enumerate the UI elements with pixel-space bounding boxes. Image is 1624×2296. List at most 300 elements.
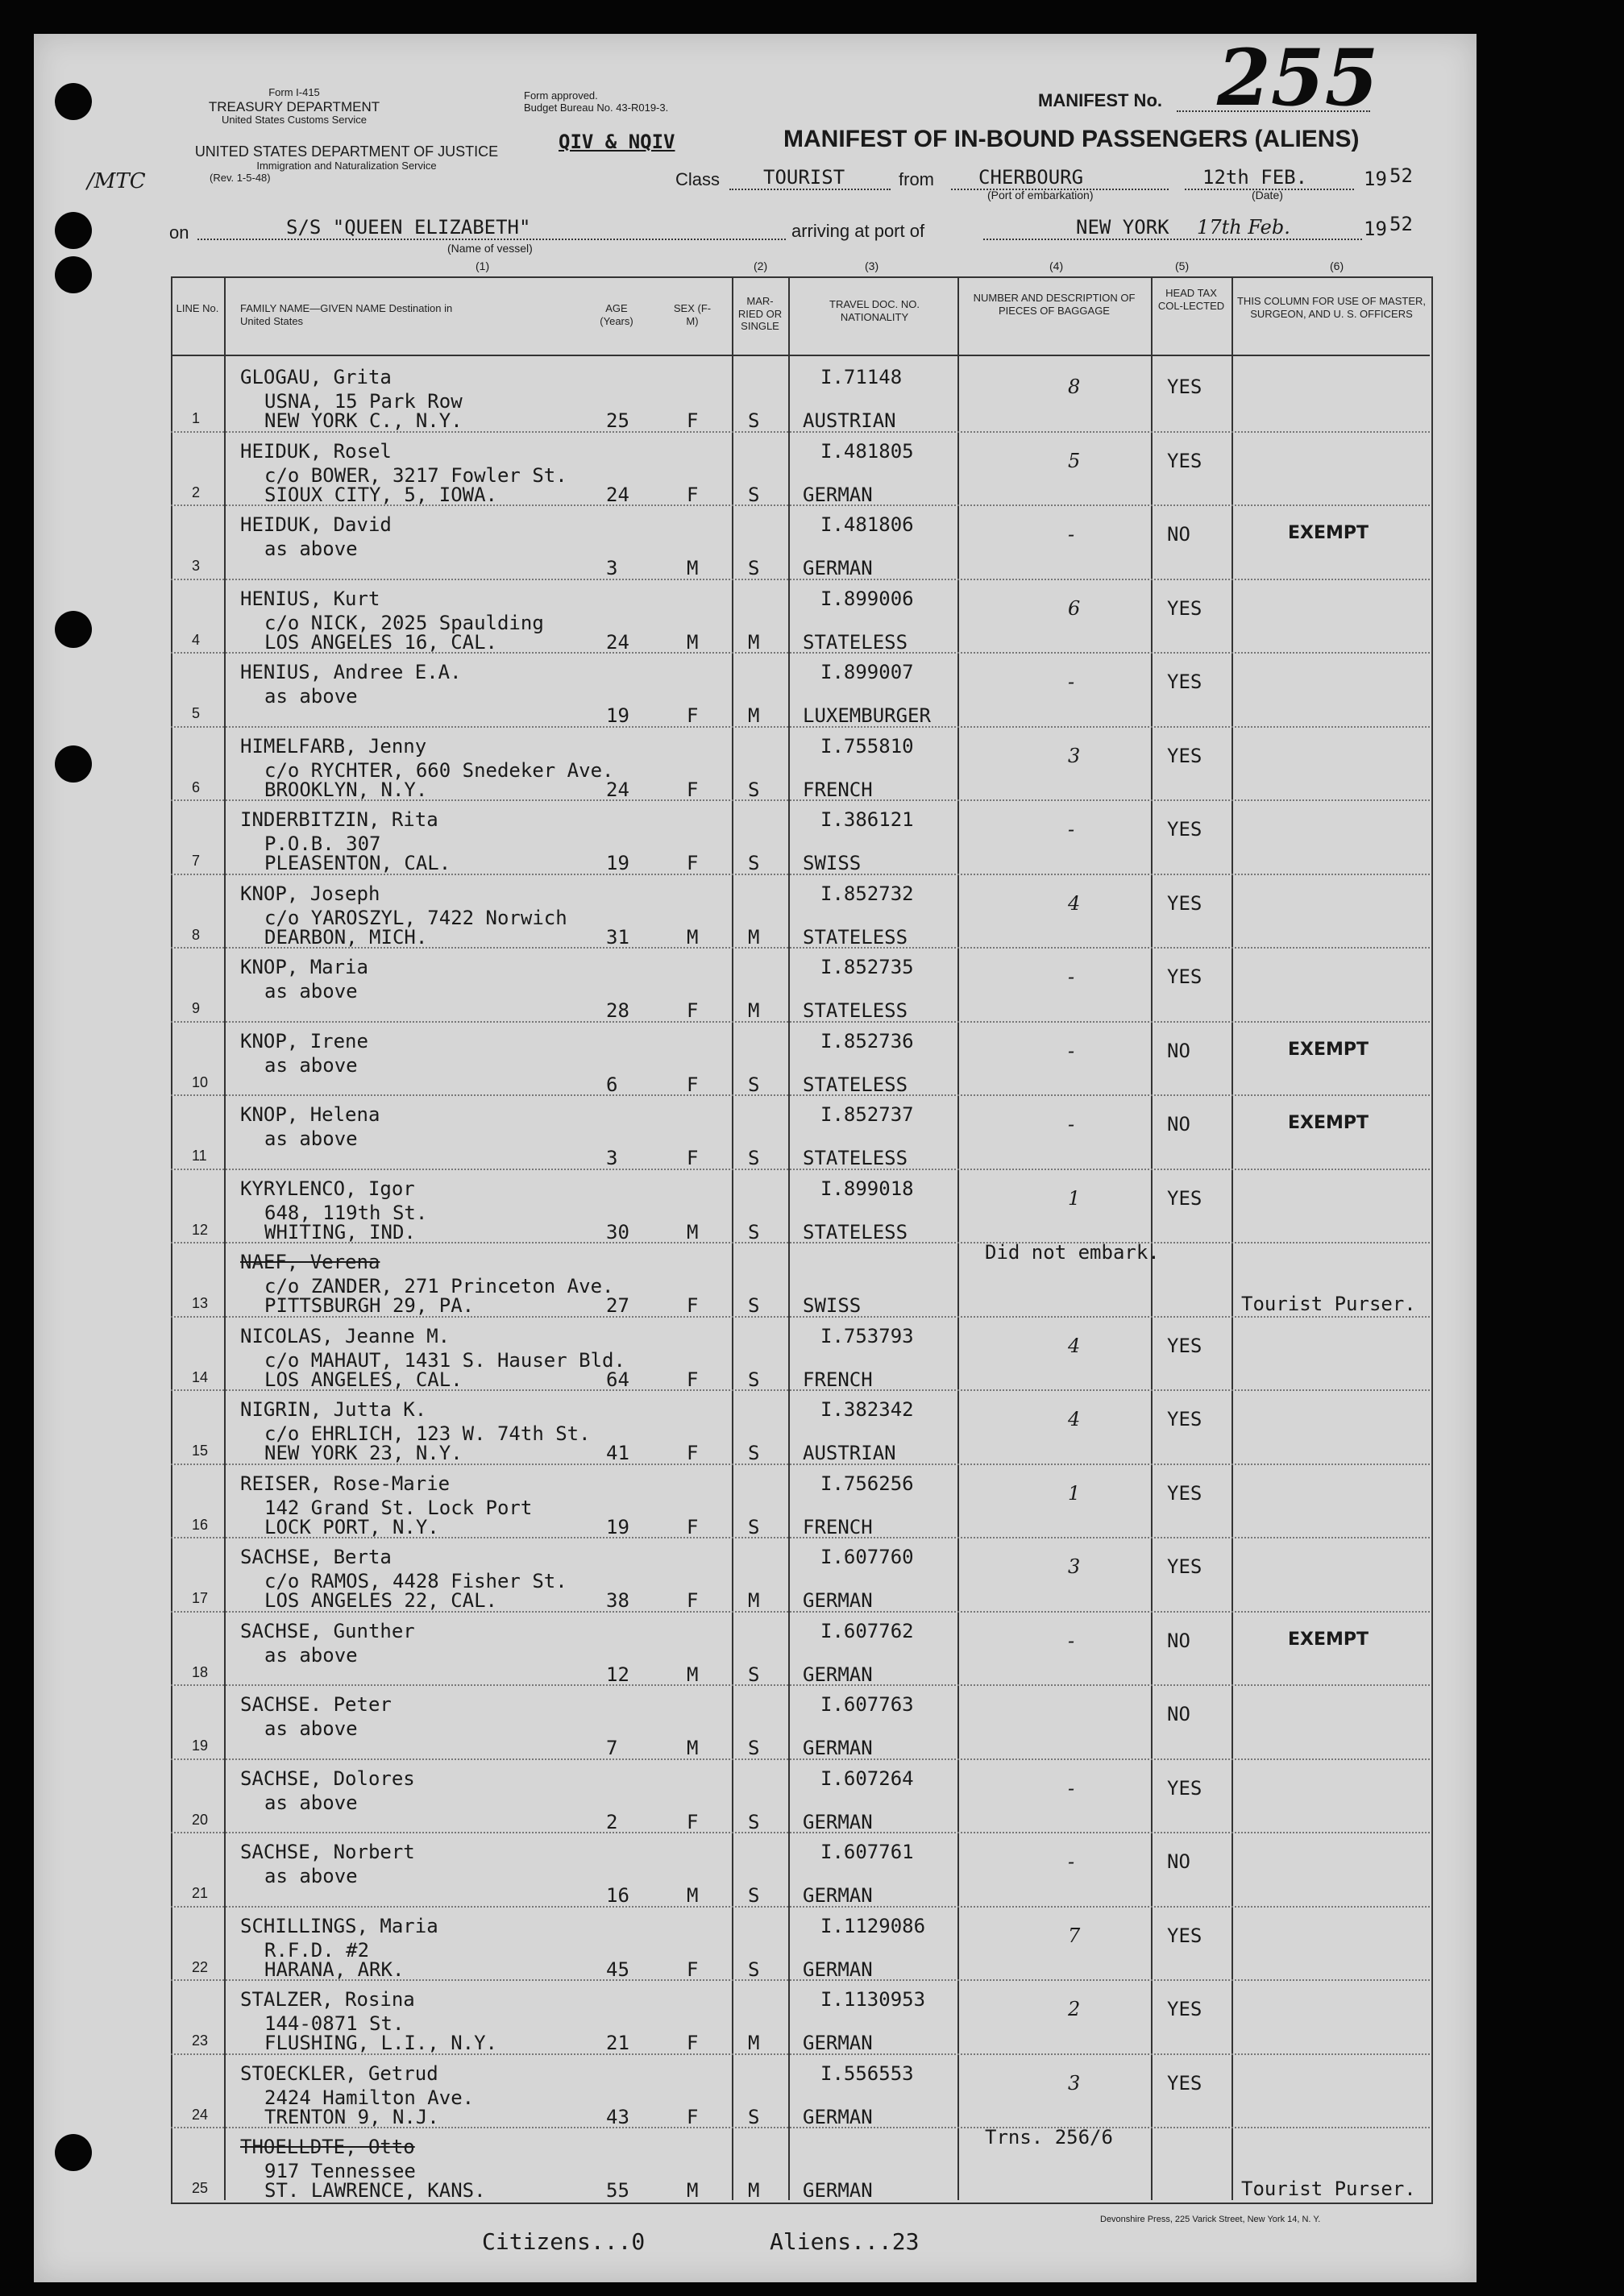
binder-hole [55,83,92,120]
passenger-address-2: PLEASENTON, CAL. [264,852,451,874]
year-value: 52 [1389,164,1413,187]
nationality: AUSTRIAN [803,409,896,432]
passenger-address-1: c/o NICK, 2025 Spaulding [264,611,544,634]
head-tax-collected: YES [1167,1481,1202,1505]
passenger-sex: F [687,2105,699,2128]
passenger-name: SCHILLINGS, Maria [240,1914,438,1937]
travel-doc-number: I.1130953 [820,1988,926,2011]
baggage-count: 7 [1068,1924,1081,1947]
passenger-age: 38 [606,1589,629,1612]
passenger-sex: M [687,2179,699,2202]
passenger-name: HIMELFARB, Jenny [240,734,427,758]
head-tax-collected: YES [1167,1776,1202,1800]
passenger-address-2: WHITING, IND. [264,1220,416,1243]
officer-note: EXEMPT [1288,1039,1369,1060]
baggage-count: 3 [1068,2071,1081,2095]
row-divider [171,652,1430,654]
row-divider [171,799,1430,801]
nationality: GERMAN [803,2179,873,2202]
header-divider [171,355,1430,356]
passenger-age: 12 [606,1663,629,1686]
passenger-address-1: 144-0871 St. [264,2012,405,2035]
passenger-address-2: LOS ANGELES 22, CAL. [264,1589,497,1612]
passenger-address-1: 142 Grand St. Lock Port [264,1496,533,1519]
baggage-count: - [1068,523,1075,546]
baggage-count: 4 [1068,891,1081,915]
passenger-address-1: 648, 119th St. [264,1201,428,1224]
baggage-count: 1 [1068,1481,1081,1505]
nationality: GERMAN [803,557,873,579]
passenger-sex: F [687,999,699,1022]
travel-doc-number: I.852735 [820,956,914,978]
head-tax-collected: NO [1167,523,1190,546]
passenger-address-2: LOCK PORT, N.Y. [264,1515,439,1538]
nationality: GERMAN [803,2032,873,2054]
nationality: FRENCH [803,1515,873,1538]
line-number: 6 [192,778,201,795]
row-divider [171,1464,1430,1465]
head-tax-collected: NO [1167,1703,1190,1725]
customs-label: United States Customs Service [222,114,367,127]
baggage-count: - [1068,1629,1075,1652]
head-tax-collected: YES [1167,1186,1202,1210]
date-field [1185,166,1354,190]
passenger-address-1: c/o YAROSZYL, 7422 Norwich [264,906,567,929]
col-header-headtax: HEAD TAX COL-LECTED [1157,287,1225,312]
row-divider [171,1832,1430,1833]
binder-hole [55,611,92,648]
passenger-name: SACHSE. Peter [240,1693,392,1716]
line-number: 12 [192,1221,209,1238]
passenger-address-2: BROOKLYN, N.Y. [264,778,428,801]
passenger-age: 25 [606,409,629,432]
head-tax-collected: YES [1167,965,1202,988]
nationality: SWISS [803,1294,862,1317]
col-header-sex: SEX (F-M) [673,302,712,327]
manifest-no-label: MANIFEST No. [1038,90,1162,110]
treasury-label: TREASURY DEPARTMENT [208,98,380,114]
baggage-count: 8 [1068,376,1081,398]
binder-hole [55,2134,92,2171]
passenger-age: 41 [606,1442,629,1464]
marital-status: S [748,1737,760,1759]
head-tax-collected: YES [1167,671,1202,693]
row-divider [171,2127,1430,2128]
passenger-address-1: c/o RAMOS, 4428 Fisher St. [264,1570,567,1592]
head-tax-collected: YES [1167,596,1202,620]
line-number: 19 [192,1738,209,1754]
passenger-name: KNOP, Maria [240,956,368,978]
marital-status: S [748,778,760,801]
col-header-married: MAR-RIED OR SINGLE [737,295,783,333]
col-divider [224,278,226,2200]
passenger-age: 45 [606,1958,629,1981]
officer-note: Tourist Purser. [1241,2178,1416,2200]
passenger-age: 28 [606,999,629,1022]
passenger-address-1: as above [264,538,358,560]
head-tax-collected: YES [1167,376,1202,398]
line-number: 25 [192,2180,209,2196]
travel-doc-number: I.852736 [820,1029,914,1053]
head-tax-collected: NO [1167,1629,1190,1652]
col-header-officers: THIS COLUMN FOR USE OF MASTER, SURGEON, AND U. S. OFFICERS [1236,295,1426,320]
marital-status: S [748,483,760,506]
baggage-count: - [1068,965,1075,988]
approval-block [524,90,750,114]
line-number: 3 [192,558,201,574]
line-number: 22 [192,1958,209,1975]
baggage-count: - [1068,1039,1075,1062]
travel-doc-number: I.899006 [820,587,914,610]
passenger-name: KNOP, Joseph [240,882,380,905]
col-number-3: (3) [865,259,879,272]
marital-status: S [748,1663,760,1686]
row-divider [171,1242,1430,1243]
passenger-name: STALZER, Rosina [240,1988,415,2011]
passenger-age: 16 [606,1884,629,1907]
passenger-name: HEIDUK, David [240,513,392,536]
budget-label: Budget Bureau No. 43-R019-3. [524,101,669,114]
row-divider [171,1684,1430,1686]
col-number-2: (2) [754,259,768,272]
travel-doc-number: I.481805 [820,439,914,463]
from-field [951,166,1169,190]
passenger-name: REISER, Rose-Marie [240,1472,451,1495]
marital-status: S [748,1147,760,1169]
passenger-sex: F [687,1810,699,1833]
nationality: GERMAN [803,1737,873,1759]
nationality: FRENCH [803,778,873,801]
year-prefix: 19 [1364,168,1387,190]
baggage-count: - [1068,671,1075,693]
line-number: 16 [192,1516,209,1533]
passenger-address-2: HARANA, ARK. [264,1958,405,1981]
travel-doc-number: I.755810 [820,734,914,758]
passenger-name: NICOLAS, Jeanne M. [240,1324,451,1347]
travel-doc-number: I.386121 [820,808,914,831]
head-tax-collected: YES [1167,1555,1202,1578]
head-tax-collected: YES [1167,891,1202,915]
marital-status: M [748,704,760,727]
passenger-sex: F [687,1368,699,1391]
head-tax-collected: NO [1167,1039,1190,1062]
passenger-address-2: LOS ANGELES 16, CAL. [264,630,497,654]
passenger-name: KNOP, Irene [240,1029,368,1053]
passenger-age: 19 [606,852,629,874]
arrival-field [983,216,1362,240]
travel-doc-number: I.556553 [820,2061,914,2085]
passenger-sex: M [687,1884,699,1907]
year2-value: 52 [1389,213,1413,235]
row-divider [171,1021,1430,1023]
passenger-age: 7 [606,1737,618,1759]
baggage-count: 6 [1068,596,1081,620]
form-id-block [173,87,415,127]
passenger-address-1: c/o EHRLICH, 123 W. 74th St. [264,1422,591,1445]
nationality: STATELESS [803,925,908,949]
head-tax-collected: YES [1167,744,1202,767]
col-number-5: (5) [1175,259,1190,272]
passenger-name: HENIUS, Kurt [240,587,380,610]
marital-status: S [748,1515,760,1538]
binder-hole [55,212,92,249]
class-value: TOURIST [763,166,845,189]
officer-note: EXEMPT [1288,523,1369,543]
travel-doc-number: I.607264 [820,1767,914,1790]
row-divider [171,947,1430,949]
passenger-address-1: as above [264,980,358,1003]
justice-block [161,143,532,185]
marital-status: S [748,1442,760,1464]
baggage-count: 3 [1068,1555,1081,1578]
marital-status: S [748,852,760,874]
head-tax-collected: YES [1167,2071,1202,2095]
form-number: Form I-415 [268,86,320,98]
travel-doc-number: I.753793 [820,1324,914,1347]
date-value: 12th FEB. [1202,166,1308,189]
baggage-count: 2 [1068,1998,1081,2020]
row-divider [171,1758,1430,1760]
line-number: 5 [192,705,201,721]
passenger-age: 24 [606,630,629,654]
passenger-age: 3 [606,1147,618,1169]
date-caption: (Date) [1252,189,1283,201]
passenger-name: NIGRIN, Jutta K. [240,1398,427,1421]
passenger-address-2: DEARBON, MICH. [264,925,428,949]
arrival-port: NEW YORK [1076,216,1169,239]
passenger-address-1: as above [264,1053,358,1077]
head-tax-collected: YES [1167,1924,1202,1947]
printer-imprint: Devonshire Press, 225 Varick Street, New York 14, N. Y. [1100,2215,1321,2224]
officer-note: Tourist Purser. [1241,1293,1416,1315]
aliens-count: Aliens...23 [770,2228,920,2255]
passenger-name: NAEF, Verena [240,1251,380,1273]
row-divider [171,1169,1430,1170]
marital-status: S [748,1220,760,1243]
marital-status: S [748,2105,760,2128]
marital-status: M [748,630,760,654]
line-number: 14 [192,1368,209,1385]
baggage-count: - [1068,818,1075,841]
nationality: GERMAN [803,1810,873,1833]
margin-annotation-mtc: /MTC [87,169,146,193]
passenger-address-2: SIOUX CITY, 5, IOWA. [264,483,497,506]
passenger-age: 64 [606,1368,629,1391]
travel-doc-number: I.71148 [820,366,903,388]
passenger-name: HENIUS, Andree E.A. [240,661,462,683]
citizens-count: Citizens...0 [482,2228,646,2255]
row-divider [171,1611,1430,1613]
passenger-sex: M [687,1220,699,1243]
passenger-sex: F [687,1958,699,1981]
officer-note: EXEMPT [1288,1113,1369,1133]
baggage-count: Trns. 256/6 [985,2126,1113,2149]
travel-doc-number: I.852732 [820,882,914,905]
passenger-sex: F [687,1073,699,1096]
baggage-count: 5 [1068,449,1081,472]
marital-status: M [748,999,760,1022]
nationality: STATELESS [803,1073,908,1096]
officer-note: EXEMPT [1288,1629,1369,1650]
col-divider [1231,278,1233,2200]
passenger-address-1: as above [264,1865,358,1887]
line-number: 4 [192,631,201,648]
passenger-address-2: ST. LAWRENCE, KANS. [264,2179,486,2202]
class-field [729,166,891,190]
passenger-name: SACHSE, Gunther [240,1619,415,1642]
passenger-sex: F [687,704,699,727]
line-number: 21 [192,1885,209,1901]
passenger-address-1: 917 Tennessee [264,2160,416,2182]
travel-doc-number: I.756256 [820,1472,914,1495]
passenger-sex: F [687,1442,699,1464]
marital-status: S [748,1294,760,1317]
passenger-age: 3 [606,557,618,579]
nationality: GERMAN [803,2105,873,2128]
passenger-age: 24 [606,483,629,506]
nationality: GERMAN [803,1958,873,1981]
marital-status: S [748,1810,760,1833]
row-divider [171,874,1430,875]
line-number: 1 [192,410,201,426]
marital-status: S [748,1368,760,1391]
travel-doc-number: I.607763 [820,1693,914,1716]
col-divider [1151,278,1153,2200]
from-label: from [899,169,934,189]
head-tax-collected: YES [1167,1334,1202,1357]
arrival-date: 17th Feb. [1197,216,1290,239]
approved-label: Form approved. [524,89,598,102]
row-divider [171,726,1430,728]
passenger-address-2: NEW YORK 23, N.Y. [264,1442,463,1464]
baggage-count: - [1068,1113,1075,1136]
row-divider [171,431,1430,433]
nationality: AUSTRIAN [803,1442,896,1464]
passenger-address-2: TRENTON 9, N.J. [264,2105,439,2128]
marital-status: S [748,1958,760,1981]
passenger-address-1: as above [264,1791,358,1814]
passenger-name: INDERBITZIN, Rita [240,808,438,831]
passenger-sex: F [687,483,699,506]
marital-status: S [748,557,760,579]
nationality: GERMAN [803,1663,873,1686]
port-embark-caption: (Port of embarkation) [987,189,1094,201]
passenger-address-2: NEW YORK C., N.Y. [264,409,463,432]
passenger-age: 19 [606,704,629,727]
passenger-name: GLOGAU, Grita [240,366,392,388]
line-number: 15 [192,1443,209,1459]
head-tax-collected: NO [1167,1113,1190,1136]
passenger-address-1: c/o BOWER, 3217 Fowler St. [264,463,567,487]
nationality: GERMAN [803,1589,873,1612]
row-divider [171,1316,1430,1318]
arriving-label: arriving at port of [791,221,925,241]
passenger-sex: F [687,852,699,874]
travel-doc-number: I.481806 [820,513,914,536]
line-number: 9 [192,1000,201,1016]
head-tax-collected: YES [1167,1408,1202,1430]
passenger-age: 31 [606,925,629,949]
passenger-name: KYRYLENCO, Igor [240,1177,415,1200]
row-divider [171,1389,1430,1391]
col-header-name: FAMILY NAME—GIVEN NAME Destination in United States [240,302,453,327]
passenger-address-1: c/o ZANDER, 271 Princeton Ave. [264,1275,614,1297]
passenger-sex: M [687,925,699,949]
row-divider [171,1979,1430,1981]
binder-hole [55,745,92,783]
line-number: 7 [192,853,201,869]
row-divider [171,1537,1430,1538]
justice-label: UNITED STATES DEPARTMENT OF JUSTICE [194,143,499,160]
marital-status: M [748,925,760,949]
col-divider [957,278,959,2200]
marital-status: M [748,2179,760,2202]
passenger-sex: F [687,1294,699,1317]
nationality: STATELESS [803,999,908,1022]
row-divider [171,579,1430,580]
passenger-address-1: P.O.B. 307 [264,832,381,855]
passenger-address-1: 2424 Hamilton Ave. [264,2086,475,2109]
passenger-age: 2 [606,1810,618,1833]
rev-label: (Rev. 1-5-48) [210,171,271,184]
nationality: STATELESS [803,1147,908,1169]
marital-status: M [748,1589,760,1612]
on-label: on [169,222,189,243]
line-number: 13 [192,1295,209,1311]
marital-status: M [748,2032,760,2054]
passenger-sex: M [687,1663,699,1686]
passenger-sex: F [687,778,699,801]
marital-status: S [748,1884,760,1907]
passenger-age: 43 [606,2105,629,2128]
baggage-count: 3 [1068,744,1081,767]
travel-doc-number: I.607761 [820,1841,914,1863]
passenger-sex: F [687,1589,699,1612]
passenger-sex: M [687,630,699,654]
head-tax-collected: YES [1167,449,1202,472]
passenger-name: SACHSE, Norbert [240,1841,415,1863]
ins-label: Immigration and Naturalization Service [256,159,437,172]
nationality: STATELESS [803,1220,908,1243]
col-divider [732,278,733,2200]
from-value: CHERBOURG [978,166,1084,189]
year2-prefix: 19 [1364,218,1387,240]
head-tax-collected: YES [1167,818,1202,841]
col-number-1: (1) [476,259,490,272]
travel-doc-number: I.1129086 [820,1914,926,1937]
passenger-age: 55 [606,2179,629,2202]
travel-doc-number: I.899007 [820,661,914,683]
passenger-address-1: c/o RYCHTER, 660 Snedeker Ave. [264,758,614,782]
passenger-age: 21 [606,2032,629,2054]
line-number: 17 [192,1590,209,1606]
nationality: GERMAN [803,1884,873,1907]
nationality: GERMAN [803,483,873,506]
baggage-count: - [1068,1776,1075,1800]
nationality: FRENCH [803,1368,873,1391]
passenger-age: 27 [606,1294,629,1317]
line-number: 10 [192,1073,209,1090]
head-tax-collected: NO [1167,1850,1190,1873]
passenger-age: 30 [606,1220,629,1243]
passenger-name: SACHSE, Dolores [240,1767,415,1790]
visa-class: QIV & NQIV [559,131,675,153]
travel-doc-number: I.607760 [820,1546,914,1568]
row-divider [171,2053,1430,2055]
row-divider [171,1906,1430,1908]
passenger-sex: F [687,1147,699,1169]
passenger-address-1: as above [264,1643,358,1667]
